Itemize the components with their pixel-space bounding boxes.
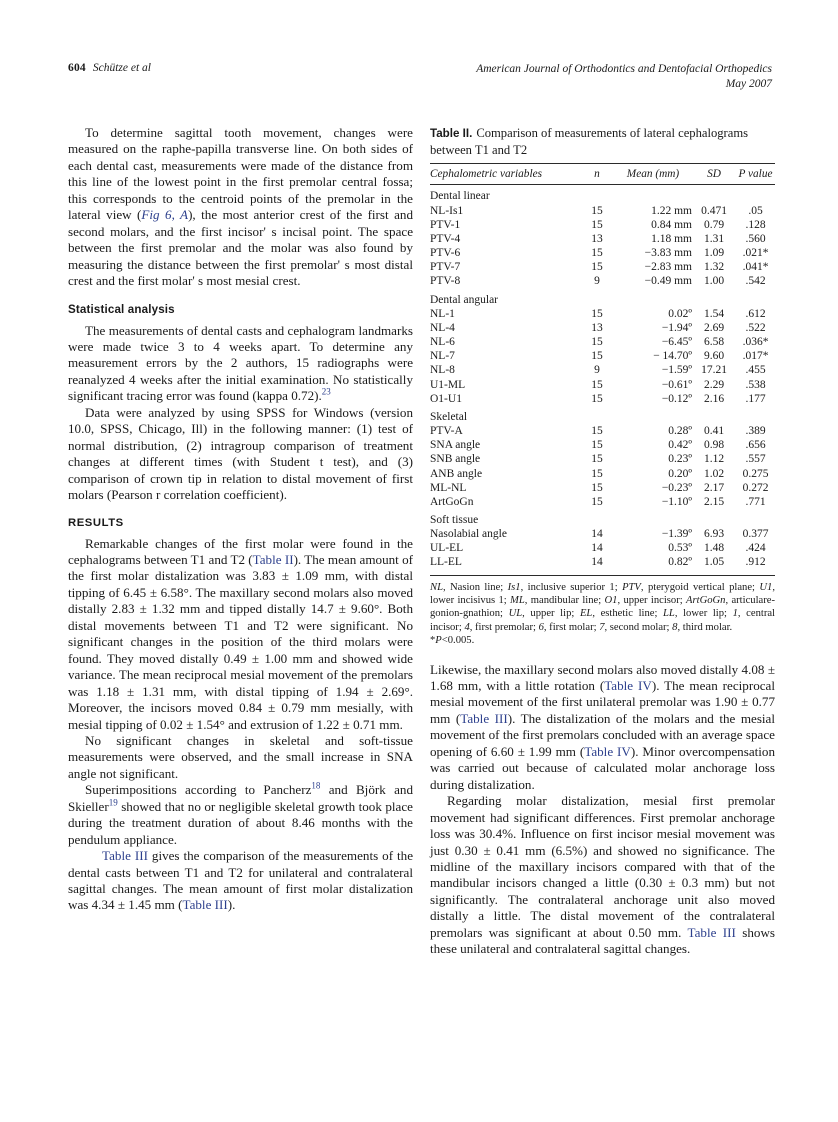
table-cell-mean: − 14.70º	[653, 350, 692, 363]
paragraph-measurement-method	[68, 125, 413, 290]
table-cell-sd: 2.16	[703, 392, 725, 405]
table-cell-mean: −1.94º	[661, 321, 692, 334]
table-row	[430, 424, 775, 438]
footnote-abbr: 4	[464, 621, 470, 633]
left-column	[68, 125, 413, 914]
table-cell-variable: NL-Is1	[430, 204, 464, 217]
table-row	[430, 495, 775, 509]
table-cell-n: 9	[594, 275, 600, 288]
footnote-abbr: Is1	[507, 581, 521, 593]
table-cell-n: 14	[591, 556, 603, 569]
paragraph-text: To determine sagittal tooth movement, changes were measured on the raphe-papilla transverse line. On both sides of each dental cast, measurements were made of the distance from this line of the lowest point in the first premolar central fossa; this corresponds to the centroid points of the premolar in the lateral view (	[68, 125, 413, 223]
footnote-definition: , esthetic line;	[592, 608, 664, 620]
footnote-abbr: UL	[508, 608, 523, 620]
table-cell-p: .612	[745, 307, 766, 320]
paragraph-text-cont2: showed that no or negligible skeletal growth took place during the treatment duration of about 8.46 months with the pendulum appliance.	[68, 798, 413, 847]
paragraph-results-molar	[68, 536, 413, 733]
table-cell-sd: 9.60	[703, 350, 725, 363]
table-cell-sd: 0.79	[703, 218, 725, 231]
table-cell-sd: 6.93	[703, 528, 725, 541]
table-cell-sd: 0.41	[703, 424, 725, 437]
table-cell-sd: 1.05	[703, 556, 725, 569]
table-cell-p: .771	[745, 495, 766, 508]
table-cell-sd: 1.12	[703, 453, 725, 466]
table-row	[430, 541, 775, 555]
table-2-footnotes	[430, 581, 775, 648]
significance-star: *	[430, 635, 436, 647]
paragraph-spss-analysis	[68, 405, 413, 504]
table-group-row	[430, 406, 775, 424]
table-cell-variable: NL-4	[430, 321, 455, 334]
table-cell-variable: LL-EL	[430, 556, 462, 569]
citation-19[interactable]: 19	[108, 797, 118, 808]
table-row	[430, 363, 775, 377]
table-cell-n: 14	[591, 528, 603, 541]
footnote-definition: , third molar.	[677, 621, 733, 633]
table-cell-mean: −6.45º	[661, 336, 692, 348]
table-cell-p: .05	[748, 204, 763, 217]
footnote-definition: , pterygoid vertical plane;	[640, 581, 760, 593]
table-2	[430, 163, 775, 569]
table-group-label: Skeletal	[430, 410, 468, 423]
table-row	[430, 466, 775, 480]
footnote-abbr: NL	[430, 581, 443, 593]
table-cell-p: .389	[745, 424, 766, 437]
table-cell-mean: 0.23º	[668, 453, 692, 466]
table-row	[430, 555, 775, 569]
table-cell-mean: −1.39º	[661, 528, 692, 541]
table-row	[430, 218, 775, 232]
footnote-definition: , mandibular line;	[524, 594, 605, 606]
table-cell-variable: ArtGoGn	[430, 495, 474, 508]
table-cell-n: 15	[591, 481, 603, 494]
paragraph-text: No significant changes in skeletal and soft-tissue measurements were observed, and the small increase in SNA angle not significant.	[68, 732, 413, 781]
table-cell-n: 15	[591, 307, 603, 320]
table-group-label: Soft tissue	[430, 513, 479, 526]
table-cell-sd: 1.48	[703, 542, 725, 555]
table-row	[430, 260, 775, 274]
col-header-pvalue: P value	[736, 164, 775, 185]
footnote-definition: , lower incisivus 1;	[430, 581, 775, 606]
heading-results: RESULTS	[68, 516, 124, 529]
table-row	[430, 392, 775, 406]
table-group-row	[430, 289, 775, 307]
table-cell-variable: NL-6	[430, 336, 455, 348]
table-cell-p: .021*	[742, 247, 769, 260]
footnote-abbr: LL	[663, 608, 675, 620]
table-cell-variable: UL-EL	[430, 542, 464, 555]
table-cell-variable: NL-1	[430, 307, 455, 320]
table-cell-mean: 0.02º	[668, 307, 692, 320]
table-cell-variable: PTV-6	[430, 247, 461, 260]
table-row	[430, 481, 775, 495]
footnote-definition: , first molar;	[543, 621, 600, 633]
footnote-definition: , central incisor;	[430, 608, 775, 633]
paragraph-text: Superimpositions according to Pancherz	[85, 782, 312, 798]
table-cell-variable: PTV-1	[430, 218, 461, 231]
table-cell-p: .455	[745, 364, 766, 377]
table-cell-variable: U1-ML	[430, 378, 466, 391]
table-cell-mean: −1.10º	[661, 495, 692, 508]
paragraph-text-cont3: ). Minor overcompensation was carried out because of calculated molar anchorage loss during distalization.	[430, 743, 775, 792]
table-cell-mean: −0.12º	[661, 392, 692, 405]
table-cell-n: 15	[591, 453, 603, 466]
table-cell-p: .538	[745, 378, 766, 391]
col-header-variable: Cephalometric variables	[430, 164, 580, 185]
footnote-abbr: 6	[538, 621, 544, 633]
table-cell-n: 15	[591, 495, 603, 508]
paragraph-table3-intro	[68, 848, 413, 914]
table-row	[430, 307, 775, 321]
table-group-row	[430, 509, 775, 527]
table-cell-variable: PTV-7	[430, 261, 461, 274]
table-cell-sd: 2.29	[703, 378, 725, 391]
table-row	[430, 377, 775, 391]
paragraph-text-cont: shows these unilateral and contralateral sagittal changes.	[430, 924, 776, 957]
footnote-definition: , upper lip;	[522, 608, 580, 620]
table-cell-n: 13	[591, 232, 603, 245]
table-cell-mean: 1.18 mm	[651, 232, 692, 245]
table-cell-n: 14	[591, 542, 603, 555]
footnote-abbr: 7	[599, 621, 605, 633]
citation-18[interactable]: 18	[311, 780, 321, 791]
table-row	[430, 321, 775, 335]
table-cell-mean: −1.59º	[661, 364, 692, 377]
paragraph-text-cont: ), the most anterior crest of the first and second molars, and the first incisor' s incisal point. The space between the first premolar and the molar was also found by measuring the distance between the first premolar' s most distal crest and the first molar' s most mesial crest.	[68, 207, 413, 289]
footnote-abbr: ML	[510, 594, 525, 606]
table-cell-variable: ANB angle	[430, 467, 483, 480]
table-cell-variable: PTV-8	[430, 275, 461, 288]
table-row	[430, 452, 775, 466]
footnote-abbr: O1	[604, 594, 618, 606]
table-2-label: Table II.	[430, 127, 473, 140]
footnote-definition: , second molar;	[604, 621, 673, 633]
table-row	[430, 232, 775, 246]
table-cell-mean: −3.83 mm	[644, 247, 692, 260]
table-link-table3-c[interactable]: Table III	[460, 710, 508, 726]
table-cell-mean: −0.23º	[661, 481, 692, 494]
footnote-definition: , Nasion line;	[442, 581, 508, 593]
table-cell-p: .017*	[742, 350, 769, 363]
paragraph-text: Remarkable changes of the first molar were found in the cephalograms between T1 and T2 (	[68, 535, 413, 567]
table-group-row	[430, 185, 775, 204]
table-cell-sd: 1.02	[703, 467, 725, 480]
citation-23[interactable]: 23	[321, 386, 331, 397]
table-cell-mean: −0.49 mm	[644, 275, 692, 288]
table-group-label: Dental angular	[430, 293, 499, 306]
table-cell-sd: 17.21	[701, 364, 727, 377]
table-cell-sd: 0.98	[703, 439, 725, 452]
table-group-label: Dental linear	[430, 190, 490, 203]
table-row	[430, 274, 775, 288]
table-link-table3-d[interactable]: Table III	[687, 924, 736, 940]
table-cell-variable: NL-8	[430, 364, 455, 377]
footnote-definition: , inclusive superior 1;	[520, 581, 623, 593]
table-link-table3-a[interactable]: Table III	[102, 848, 148, 864]
table-cell-n: 15	[591, 467, 603, 480]
table-cell-mean: −0.61º	[661, 378, 692, 391]
table-cell-mean: −2.83 mm	[644, 261, 692, 274]
paragraph-measurement-error	[68, 323, 413, 405]
table-cell-p: .041*	[742, 261, 769, 274]
paragraph-text: gives the comparison of the measurements of the dental casts between T1 and T2 for unilateral and contralateral sagittal changes. The mean amount of first molar distalization was 4.34 ± 1.45 mm (	[68, 848, 414, 913]
paragraph-text: Regarding molar distalization, mesial first premolar movement had significant differences. First premolar anchorage loss was 30.4%. Influence on first incisor mesial movement was just 0.30 ± 0.41 mm (6.5%) and showed no significance. The midline of the maxillary incisors compared with that of the mandibular incisors changed a little (0.30 ± 0.3 mm) but not significantly. The contralateral anchorage unit also moved distally a little. The distal movement of the contralateral premolars was significant at about 0.50 mm.	[430, 793, 775, 940]
table-cell-sd: 1.32	[703, 261, 725, 274]
table-cell-n: 15	[591, 218, 603, 231]
table-cell-p: 0.275	[742, 467, 769, 480]
paragraph-text: The measurements of dental casts and cephalogram landmarks were made twice 3 to 4 weeks apart. To determine any measurement errors by the 2 authors, 15 radiographs were reanalyzed 4 weeks after the initial examination. No statistically significant tracing error was found (kappa 0.72).	[68, 322, 413, 404]
table-link-table2[interactable]: Table II	[252, 551, 294, 567]
table-cell-n: 9	[594, 364, 600, 377]
paragraph-superimpositions	[68, 782, 413, 848]
table-cell-sd: 1.00	[703, 275, 725, 288]
table-cell-p: .177	[745, 392, 766, 405]
right-column-text	[430, 662, 775, 958]
table-cell-n: 15	[591, 392, 603, 405]
footnote-definition: , first premolar;	[469, 621, 539, 633]
abbreviation-notes	[430, 582, 775, 633]
table-cell-n: 15	[591, 350, 603, 363]
table-row	[430, 527, 775, 541]
table-cell-mean: 0.82º	[668, 556, 692, 569]
paragraph-anchorage-loss	[430, 793, 775, 958]
table-cell-p: .560	[745, 232, 766, 245]
table-cell-n: 15	[591, 247, 603, 260]
running-head-right	[476, 62, 772, 92]
right-column	[430, 125, 775, 958]
table-cell-n: 15	[591, 439, 603, 452]
table-row	[430, 349, 775, 363]
running-head	[68, 62, 772, 102]
table-cell-variable: O1-U1	[430, 392, 462, 405]
table-cell-n: 15	[591, 424, 603, 437]
significance-p: P	[435, 635, 442, 647]
table-cell-mean: 0.53º	[668, 542, 692, 555]
table-cell-p: 0.272	[742, 481, 769, 494]
paragraph-text: Data were analyzed by using SPSS for Windows (version 10.0, SPSS, Chicago, Ill) in the following manner: (1) test of normal distribution, (2) intragroup comparison of treatment changes at different times (with Student t test), and (3) comparison of crown tip in relation to distal movement of first molars (Pearson r correlation coefficient).	[68, 404, 413, 503]
table-cell-mean: 0.84 mm	[651, 218, 692, 231]
table-cell-p: .522	[745, 321, 766, 334]
table-cell-sd: 2.17	[703, 481, 725, 494]
table-cell-mean: 1.22 mm	[651, 204, 692, 217]
table-cell-n: 15	[591, 261, 603, 274]
table-cell-p: .656	[745, 439, 766, 452]
running-head-left	[68, 62, 151, 74]
table-row	[430, 438, 775, 452]
col-header-sd: SD	[692, 164, 736, 185]
heading-statistical-analysis: Statistical analysis	[68, 302, 175, 316]
table-cell-sd: 1.54	[703, 307, 725, 320]
table-2-head	[430, 164, 775, 185]
table-cell-p: .424	[745, 542, 766, 555]
table-row	[430, 246, 775, 260]
table-cell-n: 15	[591, 378, 603, 391]
footnote-definition: , upper incisor;	[617, 594, 687, 606]
journal-title: American Journal of Orthodontics and Dentofacial Orthopedics	[476, 63, 772, 75]
table-cell-p: .557	[745, 453, 766, 466]
significance-rest: <0.005.	[441, 635, 475, 647]
table-cell-variable: Nasolabial angle	[430, 528, 507, 541]
table-cell-n: 15	[591, 204, 603, 217]
table-cell-variable: SNA angle	[430, 439, 481, 452]
issue-date: May 2007	[725, 78, 772, 90]
table-link-table3-b[interactable]: Table III	[182, 897, 228, 913]
table-link-table4-b[interactable]: Table IV	[584, 743, 631, 759]
table-2-body	[430, 185, 775, 570]
running-head-authors: Schütze et al	[92, 62, 151, 74]
footnote-definition: , lower lip;	[674, 608, 733, 620]
paragraph-second-molars	[430, 662, 775, 794]
table-cell-variable: ML-NL	[430, 481, 467, 494]
paragraph-text-cont: ). The mean amount of the first molar distalization was 3.83 ± 1.09 mm, with distal tipping of 6.45 ± 6.58°. The maxillary second molars also moved distally 2.83 ± 1.32 mm and tipped distally 14.7 ± 9.60°. Both distal movements between T1 and T2 were significant. No significant changes in the position of the third molars were found. They moved distally 0.49 ± 1.00 mm and showed wide variance. The mean reciprocal mesial movement of the premolars was 1.18 ± 1.31 mm, with distal tipping of 1.94 ± 2.69°. Moreover, the incisors moved 0.84 ± 0.79 mm mesially, with mesial tipping of 0.02 ± 1.54° and extrusion of 1.22 ± 0.71 mm.	[68, 551, 413, 732]
table-header-row	[430, 164, 775, 185]
col-header-mean: Mean (mm)	[614, 164, 692, 185]
table-cell-mean: 0.42º	[668, 439, 692, 452]
footnote-abbr: U1	[759, 581, 773, 593]
footnote-abbr: ArtGoGn	[686, 594, 726, 606]
table-cell-sd: 2.69	[703, 321, 725, 334]
footnote-abbr: 1	[732, 608, 738, 620]
table-link-table4-a[interactable]: Table IV	[604, 678, 652, 694]
table-cell-variable: NL-7	[430, 350, 455, 363]
paragraph-text-cont2: ). The distalization of the molars and the mesial movement of the first premolars concluded with an average space opening of 6.60 ± 1.99 mm (	[430, 710, 776, 759]
paragraph-skeletal-softtissue	[68, 733, 413, 782]
table-cell-n: 13	[591, 321, 603, 334]
table-cell-sd: 2.15	[703, 495, 725, 508]
paragraph-text-cont: and Björk and Skieller	[68, 782, 413, 814]
table-cell-p: .036*	[742, 336, 769, 348]
table-cell-p: 0.377	[742, 528, 769, 541]
footnote-abbr: 8	[672, 621, 678, 633]
paragraph-text: Likewise, the maxillary second molars also moved distally 4.08 ± 1.68 mm, with a little rotation (	[430, 661, 775, 694]
footnote-abbr: EL	[579, 608, 593, 620]
table-bottom-rule	[430, 575, 775, 576]
table-row	[430, 335, 775, 349]
table-cell-sd: 0.471	[701, 204, 727, 217]
footnote-abbr: PTV	[622, 581, 641, 593]
page-number: 604	[68, 62, 86, 74]
table-cell-p: .912	[745, 556, 766, 569]
table-cell-p: .128	[745, 218, 766, 231]
col-header-n: n	[580, 164, 614, 185]
table-cell-variable: PTV-4	[430, 232, 461, 245]
table-cell-p: .542	[745, 275, 766, 288]
table-2-caption-text: Comparison of measurements of lateral cephalograms between T1 and T2	[430, 126, 749, 158]
paragraph-text-cont: ). The mean reciprocal mesial movement of the first unilateral premolar was 1.90 ± 0.77 mm (	[430, 678, 776, 726]
table-cell-sd: 1.31	[703, 232, 725, 245]
significance-note	[430, 634, 775, 647]
table-cell-sd: 6.58	[703, 336, 725, 348]
table-cell-n: 15	[591, 336, 603, 348]
table-cell-variable: PTV-A	[430, 424, 463, 437]
table-cell-variable: SNB angle	[430, 453, 481, 466]
figure-link-fig6a[interactable]: Fig 6, A	[141, 207, 189, 223]
table-cell-sd: 1.09	[703, 247, 725, 260]
paragraph-text-cont: ).	[227, 897, 236, 913]
table-2-block	[430, 125, 775, 648]
table-row	[430, 203, 775, 217]
footnote-definition: , articulare-gonion-gnathion;	[430, 594, 775, 620]
table-2-caption	[430, 125, 775, 158]
table-cell-mean: 0.20º	[668, 467, 692, 480]
table-cell-mean: 0.28º	[668, 424, 692, 437]
